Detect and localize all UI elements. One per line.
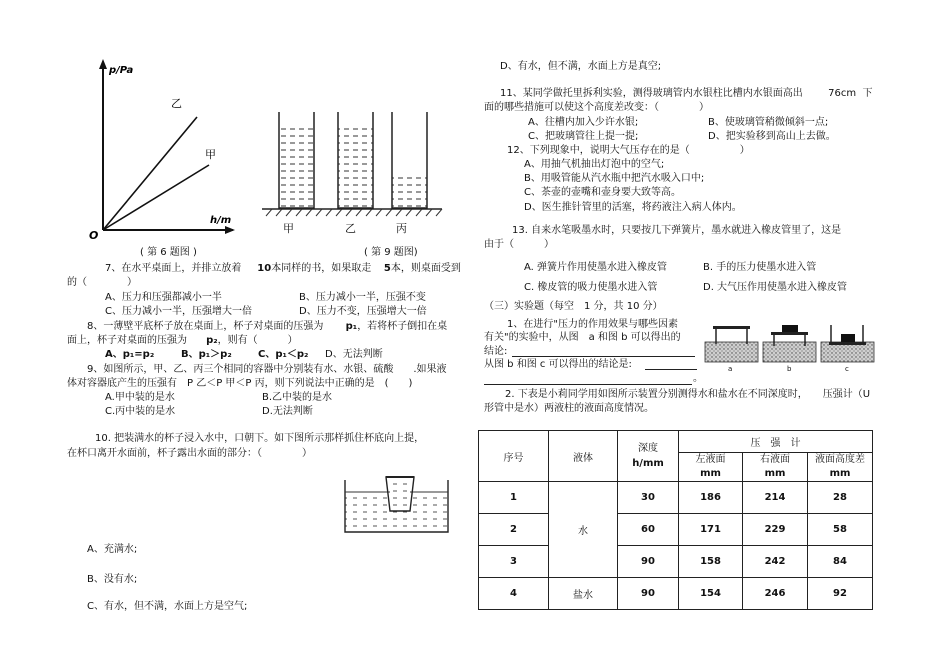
q8-option-d: D、无法判断 xyxy=(325,349,383,360)
figure-6-graph xyxy=(85,55,235,240)
row-depth: 90 xyxy=(618,546,679,578)
q8-option-a: A、p₁=p₂ xyxy=(105,349,155,360)
row-right: 246 xyxy=(743,578,808,610)
q9-option-b: B.乙中装的是水 xyxy=(262,392,333,403)
q12-option-c: C、茶壶的壶嘴和壶身要大致等高。 xyxy=(524,187,681,198)
q10-option-c: C、有水，但不满，水面上方是空气; xyxy=(87,601,248,612)
q10-option-a: A、充满水; xyxy=(87,544,138,555)
figure-10-cup-in-water xyxy=(342,474,452,534)
row-right: 214 xyxy=(743,482,808,514)
q13-option-d: D. 大气压作用使墨水进入橡皮管 xyxy=(703,282,848,293)
q7-line1: 7、在水平桌面上，并排立放着 10本同样的书，如果取走 5本，则桌面受到 xyxy=(105,263,461,274)
exp1-line1: 1、在进行"压力的作用效果与哪些因素 xyxy=(507,319,678,330)
row-diff: 58 xyxy=(808,514,873,546)
q7-option-b: B、压力减小一半，压强不变 xyxy=(299,292,426,303)
figure-6-caption: ( 第 6 题图 ) xyxy=(140,247,197,258)
row-diff: 28 xyxy=(808,482,873,514)
q9-option-a: A.甲中装的是水 xyxy=(105,392,175,403)
q13-option-a: A. 弹簧片作用使墨水进入橡皮管 xyxy=(524,262,668,273)
q13-line2: 由于（ ） xyxy=(484,239,554,250)
q7-line2: 的（ ） xyxy=(67,277,137,288)
fig9-label-jia: 甲 xyxy=(283,222,294,235)
q10-line2: 在杯口离开水面前，杯子露出水面的部分：（ ） xyxy=(67,448,312,459)
figure-9-containers xyxy=(262,112,447,222)
row-left: 158 xyxy=(679,546,743,578)
exp1-fig-label-b: b xyxy=(787,365,792,373)
q9-line2: 体对容器底产生的压强有 P 乙＜P 甲＜P 丙，则下列说法中正确的是 ( ) xyxy=(67,378,413,389)
figure-9-caption: ( 第 9 题图) xyxy=(364,247,418,258)
row-left: 171 xyxy=(679,514,743,546)
exp1-answer-blank-2[interactable] xyxy=(645,368,697,370)
q11-option-a: A、往槽内加入少许水银; xyxy=(528,117,639,128)
q9-option-d: D.无法判断 xyxy=(262,406,313,417)
q12-option-b: B、用吸管能从汽水瓶中把汽水吸入口中; xyxy=(524,173,705,184)
table-row xyxy=(479,546,873,578)
header-left: 左液面 mm xyxy=(679,453,743,482)
exp1-line2: 有关"的实验中，从图 a 和图 b 可以得出的 xyxy=(484,332,681,343)
table-row xyxy=(479,578,873,610)
x-axis-label: h/m xyxy=(210,215,232,226)
fig9-label-yi: 乙 xyxy=(345,222,356,235)
q8-line2: 面上，杯子对桌面的压强为 p₂，则有（ ） xyxy=(67,335,298,346)
q13-line1: 13. 自来水笔吸墨水时，只要按几下弹簧片，墨水就进入橡皮管里了，这是 xyxy=(512,225,842,236)
row-depth: 60 xyxy=(618,514,679,546)
section-3-heading: （三）实验题（每空 1 分，共 10 分） xyxy=(484,301,663,312)
q7-option-c: C、压力减小一半，压强增大一倍 xyxy=(105,306,252,317)
exp2-line2: 形管中是水）两液柱的液面高度情况。 xyxy=(484,403,654,414)
q11-line2: 面的哪些措施可以使这个高度差改变：（ ） xyxy=(484,102,709,113)
row-right: 242 xyxy=(743,546,808,578)
row-right: 229 xyxy=(743,514,808,546)
pressure-data-table xyxy=(478,430,873,610)
exp1-line3: 结论: xyxy=(484,346,508,357)
row-left: 186 xyxy=(679,482,743,514)
q11-option-d: D、把实验移到高山上去做。 xyxy=(708,131,836,142)
table-row xyxy=(479,514,873,546)
row-index: 1 xyxy=(479,482,549,514)
q8-line1: 8、一薄壁平底杯子放在桌面上，杯子对桌面的压强为 p₁，若将杯子倒扣在桌 xyxy=(87,321,448,332)
row-depth: 90 xyxy=(618,578,679,610)
q9-option-c: C.丙中装的是水 xyxy=(105,406,176,417)
origin-label: O xyxy=(89,229,99,240)
row-diff: 92 xyxy=(808,578,873,610)
header-depth: 深度 h/mm xyxy=(618,431,679,482)
q13-option-c: C. 橡皮管的吸力使墨水进入管 xyxy=(524,282,658,293)
row-diff: 84 xyxy=(808,546,873,578)
line-label-jia: 甲 xyxy=(205,148,216,161)
row-liquid-water: 水 xyxy=(549,482,618,578)
header-right: 右液面 mm xyxy=(743,453,808,482)
row-depth: 30 xyxy=(618,482,679,514)
q11-option-b: B、使玻璃管稍微倾斜一点; xyxy=(708,117,829,128)
q12-stem: 12、下列现象中，说明大气压存在的是（ ） xyxy=(507,145,750,156)
q7-option-d: D、压力不变，压强增大一倍 xyxy=(299,306,427,317)
q12-option-a: A、用抽气机抽出灯泡中的空气; xyxy=(524,159,665,170)
row-liquid: 盐水 xyxy=(549,578,618,610)
exp1-fig-label-c: c xyxy=(845,365,849,373)
row-index: 2 xyxy=(479,514,549,546)
exp1-answer-blank-3[interactable] xyxy=(484,383,692,385)
row-left: 154 xyxy=(679,578,743,610)
q9-line1: 9、如图所示，甲、乙、丙三个相同的容器中分别装有水、水银、硫酸 .如果液 xyxy=(87,364,447,375)
table-row xyxy=(479,482,873,514)
q13-option-b: B. 手的压力使墨水进入管 xyxy=(703,262,817,273)
q8-option-b: B、p₁＞p₂ xyxy=(181,349,232,360)
exp1-line4: 从图 b 和图 c 可以得出的结论是: xyxy=(484,359,632,370)
row-index: 3 xyxy=(479,546,549,578)
row-index: 4 xyxy=(479,578,549,610)
q10-option-d: D、有水，但不满，水面上方是真空; xyxy=(500,61,662,72)
exp2-line1: 2. 下表是小莉同学用如图所示装置分别测得水和盐水在不同深度时， 压强计（U xyxy=(505,389,871,400)
q11-option-c: C、把玻璃管往上提一提; xyxy=(528,131,639,142)
exp1-end-mark: 。 xyxy=(693,373,703,384)
q8-option-c: C、p₁＜p₂ xyxy=(258,349,309,360)
header-gauge: 压 强 计 xyxy=(679,431,873,453)
line-label-yi: 乙 xyxy=(171,97,182,110)
fig9-label-bing: 丙 xyxy=(396,222,407,235)
q12-option-d: D、医生推针管里的活塞，将药液注入病人体内。 xyxy=(524,202,742,213)
exp1-answer-blank-1[interactable] xyxy=(512,355,695,357)
q10-line1: 10. 把装满水的杯子浸入水中，口朝下。如下图所示那样抓住杯底向上提， xyxy=(95,433,425,444)
header-diff: 液面高度差 mm xyxy=(808,453,873,482)
exp1-fig-label-a: a xyxy=(728,365,733,373)
q7-option-a: A、压力和压强都减小一半 xyxy=(105,292,222,303)
header-index: 序号 xyxy=(479,431,549,482)
y-axis-label: p/Pa xyxy=(109,65,134,76)
header-liquid: 液体 xyxy=(549,431,618,482)
q11-line1: 11、某同学做托里拆利实验，测得玻璃管内水银柱比槽内水银面高出 76cm 下 xyxy=(500,88,873,99)
q10-option-b: B、没有水; xyxy=(87,574,138,585)
